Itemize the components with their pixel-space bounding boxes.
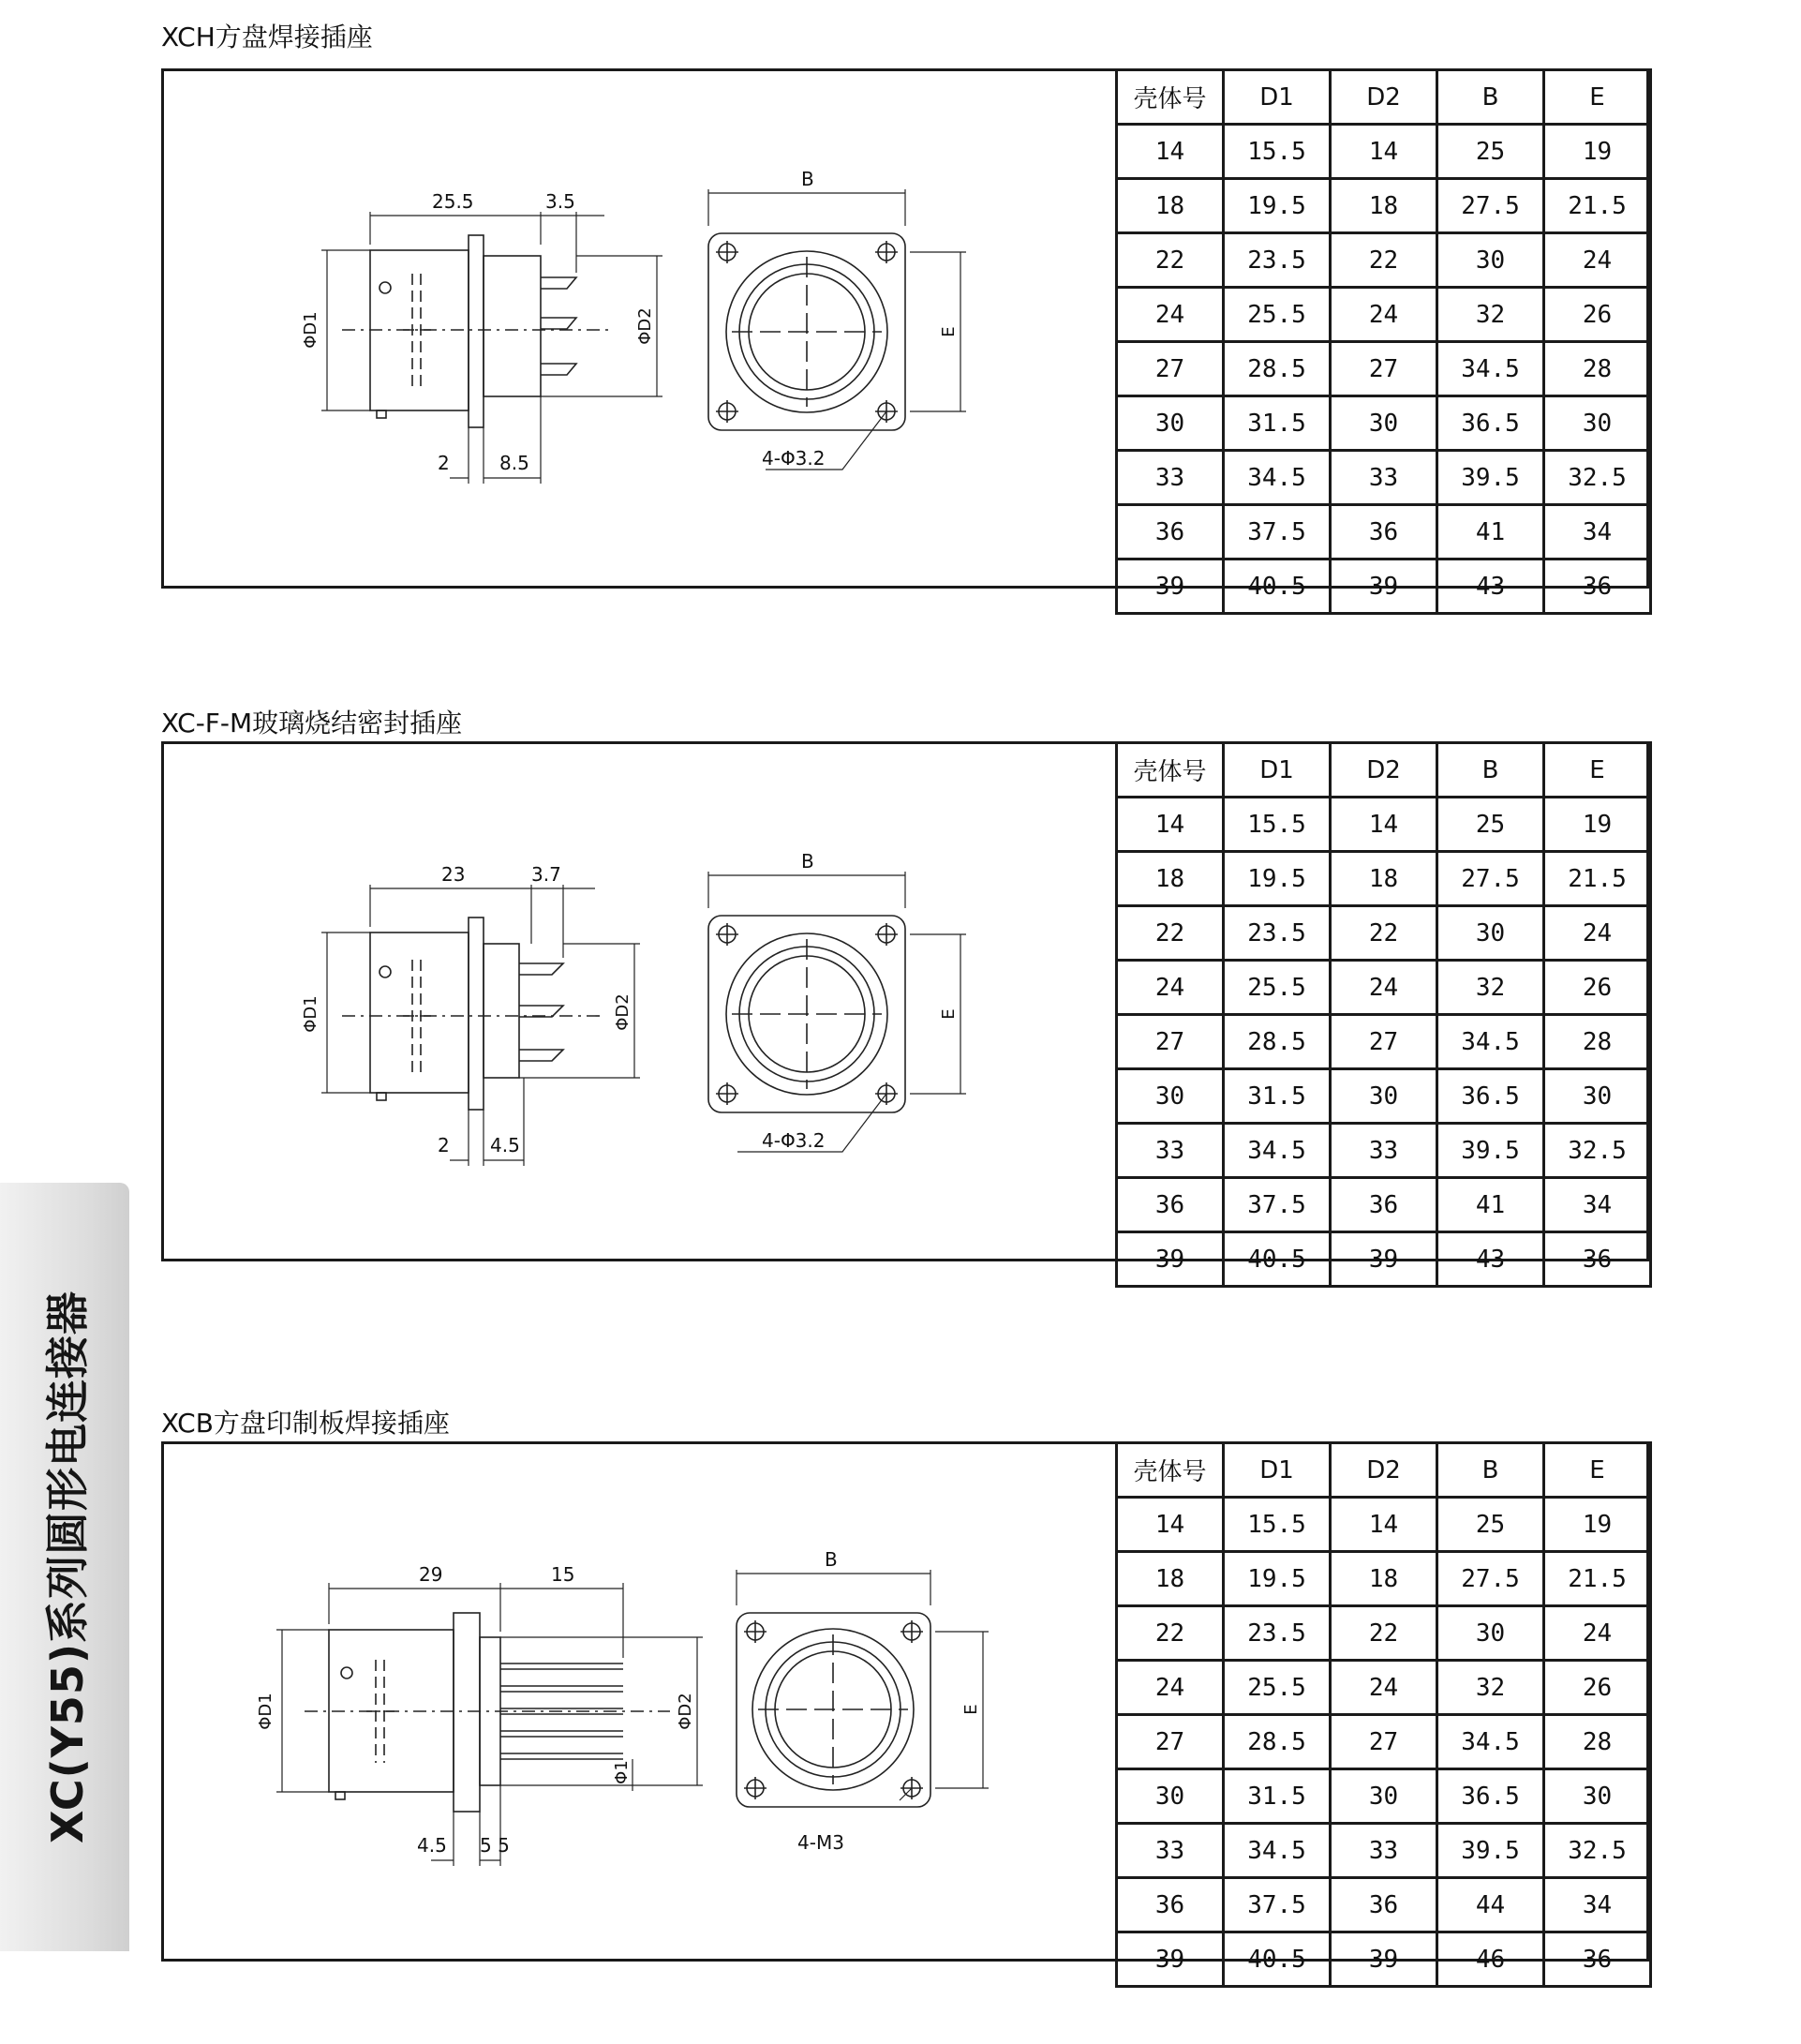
- table-cell: 33: [1331, 1824, 1437, 1878]
- table-cell: 32: [1437, 288, 1544, 342]
- table-cell: 34: [1544, 1178, 1651, 1232]
- table-cell: 24: [1544, 906, 1651, 961]
- table-cell: 24: [1331, 288, 1437, 342]
- table-cell: 30: [1544, 1769, 1651, 1824]
- table-cell: 36.5: [1437, 396, 1544, 451]
- table-cell: 41: [1437, 505, 1544, 559]
- table-cell: 24: [1331, 961, 1437, 1015]
- table-cell: 32.5: [1544, 451, 1651, 505]
- key-stub: [335, 1792, 345, 1799]
- dim-label: ΦD1: [301, 995, 320, 1033]
- dim-label: 5 5: [480, 1834, 510, 1857]
- pin-bottom: [519, 1050, 563, 1061]
- table-cell: 24: [1117, 1661, 1224, 1715]
- flange-outline: [469, 235, 484, 427]
- section-box: [161, 741, 1649, 1274]
- table-cell: 19: [1544, 1498, 1651, 1552]
- dim-label: 4-M3: [797, 1831, 844, 1854]
- table-cell: 19: [1544, 125, 1651, 179]
- pin-middle: [519, 1006, 563, 1017]
- dim-label: ΦD1: [301, 311, 320, 349]
- section-box: [161, 1441, 1649, 1974]
- table-cell: 39: [1331, 1932, 1437, 1987]
- dim-label: B: [801, 850, 814, 873]
- table-row: [1117, 1124, 1651, 1178]
- table-row: [1117, 961, 1651, 1015]
- table-cell: 34.5: [1437, 342, 1544, 396]
- table-cell: 32.5: [1544, 1824, 1651, 1878]
- dim-label: 2: [438, 1134, 450, 1156]
- table-cell: 18: [1331, 852, 1437, 906]
- table-header-cell: 壳体号: [1117, 743, 1224, 798]
- table-cell: 39: [1331, 1232, 1437, 1287]
- table-row: [1117, 288, 1651, 342]
- table-header-cell: 壳体号: [1117, 70, 1224, 125]
- dim-b: [708, 872, 905, 908]
- table-cell: 18: [1117, 1552, 1224, 1606]
- mark-circle: [380, 282, 391, 293]
- flange-outline: [469, 918, 484, 1110]
- table-row: [1117, 1661, 1651, 1715]
- front-centerlines: [732, 257, 882, 407]
- dim-label: 8.5: [499, 452, 529, 474]
- table-header-cell: E: [1544, 70, 1651, 125]
- table-header-cell: D2: [1331, 743, 1437, 798]
- table-cell: 18: [1117, 179, 1224, 233]
- table-cell: 30: [1437, 233, 1544, 288]
- table-header-row: [1117, 70, 1651, 125]
- table-row: [1117, 906, 1651, 961]
- spec-table: [1115, 741, 1652, 1288]
- table-row: [1117, 505, 1651, 559]
- table-cell: 36: [1544, 1232, 1651, 1287]
- table-cell: 34.5: [1224, 451, 1331, 505]
- table-cell: 25: [1437, 1498, 1544, 1552]
- dim-label: Φ1: [612, 1760, 632, 1784]
- table-cell: 28.5: [1224, 1715, 1331, 1769]
- dim-label: 4-Φ3.2: [762, 447, 826, 470]
- table-cell: 33: [1117, 451, 1224, 505]
- table-cell: 22: [1117, 906, 1224, 961]
- table-cell: 14: [1117, 1498, 1224, 1552]
- table-cell: 43: [1437, 1232, 1544, 1287]
- table-cell: 26: [1544, 288, 1651, 342]
- table-header-cell: B: [1437, 70, 1544, 125]
- connector-drawing: [164, 744, 1115, 1259]
- section-title: XCH方盘焊接插座: [161, 22, 373, 52]
- table-row: [1117, 1878, 1651, 1932]
- table-cell: 27: [1117, 1715, 1224, 1769]
- dim-label: 29: [419, 1563, 443, 1586]
- connector-drawing: [164, 71, 1115, 586]
- table-cell: 40.5: [1224, 559, 1331, 614]
- table-cell: 25: [1437, 798, 1544, 852]
- table-cell: 26: [1544, 961, 1651, 1015]
- table-cell: 39: [1117, 559, 1224, 614]
- table-cell: 39: [1117, 1932, 1224, 1987]
- table-header-cell: E: [1544, 1443, 1651, 1498]
- table-cell: 34: [1544, 505, 1651, 559]
- table-cell: 37.5: [1224, 1878, 1331, 1932]
- table-cell: 30: [1117, 396, 1224, 451]
- table-cell: 14: [1331, 798, 1437, 852]
- table-cell: 40.5: [1224, 1232, 1331, 1287]
- mark-circle: [380, 966, 391, 977]
- table-row: [1117, 1932, 1651, 1987]
- table-cell: 22: [1117, 233, 1224, 288]
- table-cell: 41: [1437, 1178, 1544, 1232]
- table-row: [1117, 1498, 1651, 1552]
- table-cell: 44: [1437, 1878, 1544, 1932]
- table-cell: 36: [1544, 559, 1651, 614]
- flange-outline: [454, 1613, 480, 1812]
- table-row: [1117, 798, 1651, 852]
- dim-b: [737, 1570, 930, 1605]
- table-cell: 14: [1331, 125, 1437, 179]
- dim-label: 4.5: [417, 1834, 447, 1857]
- table-row: [1117, 396, 1651, 451]
- rear-body-outline: [484, 944, 519, 1078]
- table-header-cell: D2: [1331, 1443, 1437, 1498]
- table-cell: 34.5: [1224, 1824, 1331, 1878]
- table-cell: 19.5: [1224, 852, 1331, 906]
- table-cell: 30: [1117, 1769, 1224, 1824]
- dim-label: 2: [438, 452, 450, 474]
- section-title: XC-F-M玻璃烧结密封插座: [161, 708, 463, 739]
- mark-circle: [341, 1667, 352, 1678]
- table-cell: 30: [1331, 1069, 1437, 1124]
- dim-label: 3.5: [545, 190, 575, 213]
- table-cell: 34.5: [1437, 1015, 1544, 1069]
- table-cell: 30: [1544, 396, 1651, 451]
- dim-b: [708, 189, 905, 226]
- table-cell: 22: [1331, 906, 1437, 961]
- table-cell: 30: [1117, 1069, 1224, 1124]
- table-cell: 36: [1331, 1178, 1437, 1232]
- table-cell: 34.5: [1224, 1124, 1331, 1178]
- table-cell: 39: [1117, 1232, 1224, 1287]
- table-row: [1117, 1824, 1651, 1878]
- table-cell: 30: [1437, 1606, 1544, 1661]
- table-row: [1117, 179, 1651, 233]
- dim-label: 4.5: [490, 1134, 520, 1156]
- table-cell: 26: [1544, 1661, 1651, 1715]
- pin-top: [519, 963, 563, 975]
- table-cell: 36: [1331, 1878, 1437, 1932]
- table-cell: 33: [1331, 451, 1437, 505]
- dim-label: 3.7: [531, 863, 561, 886]
- table-cell: 27: [1117, 342, 1224, 396]
- table-cell: 34.5: [1437, 1715, 1544, 1769]
- table-cell: 28.5: [1224, 342, 1331, 396]
- table-cell: 15.5: [1224, 1498, 1331, 1552]
- table-cell: 23.5: [1224, 1606, 1331, 1661]
- table-cell: 27.5: [1437, 1552, 1544, 1606]
- table-cell: 25: [1437, 125, 1544, 179]
- table-cell: 24: [1331, 1661, 1437, 1715]
- table-cell: 23.5: [1224, 906, 1331, 961]
- table-row: [1117, 1232, 1651, 1287]
- table-cell: 14: [1331, 1498, 1437, 1552]
- dim-label: ΦD1: [256, 1693, 275, 1730]
- table-cell: 40.5: [1224, 1932, 1331, 1987]
- dim-label: E: [939, 326, 959, 337]
- table-cell: 36: [1117, 1178, 1224, 1232]
- table-cell: 37.5: [1224, 505, 1331, 559]
- table-cell: 27: [1331, 1715, 1437, 1769]
- table-cell: 39: [1331, 559, 1437, 614]
- table-header-cell: D1: [1224, 70, 1331, 125]
- table-row: [1117, 1552, 1651, 1606]
- body-outline: [370, 932, 469, 1093]
- table-row: [1117, 1769, 1651, 1824]
- side-label: XC(Y55)系列圆形电连接器: [42, 1291, 93, 1843]
- dim-length: [329, 1583, 623, 1658]
- table-cell: 24: [1544, 1606, 1651, 1661]
- table-cell: 27.5: [1437, 852, 1544, 906]
- table-cell: 36.5: [1437, 1069, 1544, 1124]
- dim-length: [370, 885, 595, 958]
- key-stub: [377, 410, 386, 418]
- key-stub: [377, 1093, 386, 1100]
- table-cell: 34: [1544, 1878, 1651, 1932]
- rear-body-outline: [484, 256, 541, 396]
- table-cell: 27.5: [1437, 179, 1544, 233]
- dim-length: [370, 212, 604, 273]
- table-cell: 32: [1437, 961, 1544, 1015]
- table-header-row: [1117, 743, 1651, 798]
- table-cell: 15.5: [1224, 798, 1331, 852]
- table-cell: 33: [1117, 1124, 1224, 1178]
- table-cell: 28: [1544, 1715, 1651, 1769]
- table-cell: 30: [1437, 906, 1544, 961]
- table-cell: 39.5: [1437, 1124, 1544, 1178]
- dim-label: 23: [441, 863, 466, 886]
- table-header-cell: B: [1437, 743, 1544, 798]
- table-cell: 28: [1544, 342, 1651, 396]
- table-cell: 24: [1117, 288, 1224, 342]
- table-cell: 27: [1331, 342, 1437, 396]
- table-row: [1117, 1606, 1651, 1661]
- dim-d1: [276, 1630, 329, 1792]
- table-row: [1117, 451, 1651, 505]
- table-cell: 18: [1331, 1552, 1437, 1606]
- leader-holes: [900, 1788, 912, 1800]
- table-cell: 33: [1117, 1824, 1224, 1878]
- table-cell: 14: [1117, 125, 1224, 179]
- table-cell: 46: [1437, 1932, 1544, 1987]
- table-cell: 31.5: [1224, 1069, 1331, 1124]
- table-cell: 28: [1544, 1015, 1651, 1069]
- connector-drawing: [164, 1444, 1115, 1959]
- dim-label: ΦD2: [613, 993, 633, 1031]
- table-cell: 36.5: [1437, 1769, 1544, 1824]
- table-cell: 19: [1544, 798, 1651, 852]
- table-cell: 39.5: [1437, 1824, 1544, 1878]
- table-cell: 22: [1117, 1606, 1224, 1661]
- table-header-cell: D1: [1224, 743, 1331, 798]
- table-cell: 43: [1437, 559, 1544, 614]
- table-cell: 37.5: [1224, 1178, 1331, 1232]
- table-cell: 25.5: [1224, 1661, 1331, 1715]
- table-cell: 21.5: [1544, 1552, 1651, 1606]
- table-cell: 32.5: [1544, 1124, 1651, 1178]
- section-box: [161, 68, 1649, 601]
- table-cell: 27: [1117, 1015, 1224, 1069]
- table-cell: 24: [1544, 233, 1651, 288]
- table-cell: 22: [1331, 233, 1437, 288]
- dim-label: 15: [551, 1563, 575, 1586]
- section-title: XCB方盘印制板焊接插座: [161, 1408, 450, 1439]
- table-header-cell: 壳体号: [1117, 1443, 1224, 1498]
- pin-top: [541, 277, 576, 289]
- table-cell: 18: [1117, 852, 1224, 906]
- front-centerlines: [758, 1634, 908, 1784]
- table-cell: 28.5: [1224, 1015, 1331, 1069]
- table-cell: 19.5: [1224, 1552, 1331, 1606]
- table-row: [1117, 1069, 1651, 1124]
- table-cell: 31.5: [1224, 1769, 1331, 1824]
- table-cell: 25.5: [1224, 288, 1331, 342]
- dim-d1: [321, 932, 370, 1093]
- table-cell: 31.5: [1224, 396, 1331, 451]
- table-cell: 21.5: [1544, 179, 1651, 233]
- table-cell: 21.5: [1544, 852, 1651, 906]
- dim-label: ΦD2: [676, 1693, 695, 1730]
- table-cell: 36: [1117, 505, 1224, 559]
- table-row: [1117, 342, 1651, 396]
- table-cell: 22: [1331, 1606, 1437, 1661]
- dim-label: 25.5: [432, 190, 474, 213]
- table-cell: 30: [1331, 396, 1437, 451]
- table-header-row: [1117, 1443, 1651, 1498]
- front-centerlines: [732, 939, 882, 1089]
- table-row: [1117, 559, 1651, 614]
- table-row: [1117, 1015, 1651, 1069]
- table-cell: 30: [1331, 1769, 1437, 1824]
- dim-label: B: [825, 1548, 838, 1571]
- table-row: [1117, 1715, 1651, 1769]
- table-cell: 18: [1331, 179, 1437, 233]
- spec-table: [1115, 68, 1652, 615]
- pin-bottom: [541, 364, 576, 375]
- table-cell: 33: [1331, 1124, 1437, 1178]
- table-row: [1117, 125, 1651, 179]
- table-cell: 25.5: [1224, 961, 1331, 1015]
- dim-label: 4-Φ3.2: [762, 1129, 826, 1152]
- table-cell: 19.5: [1224, 179, 1331, 233]
- table-cell: 36: [1544, 1932, 1651, 1987]
- spec-table: [1115, 1441, 1652, 1988]
- table-header-cell: E: [1544, 743, 1651, 798]
- table-row: [1117, 852, 1651, 906]
- table-row: [1117, 1178, 1651, 1232]
- table-cell: 36: [1117, 1878, 1224, 1932]
- table-cell: 32: [1437, 1661, 1544, 1715]
- table-cell: 15.5: [1224, 125, 1331, 179]
- table-header-cell: B: [1437, 1443, 1544, 1498]
- table-cell: 23.5: [1224, 233, 1331, 288]
- table-header-cell: D1: [1224, 1443, 1331, 1498]
- table-row: [1117, 233, 1651, 288]
- dim-label: ΦD2: [635, 307, 655, 345]
- table-cell: 36: [1331, 505, 1437, 559]
- table-header-cell: D2: [1331, 70, 1437, 125]
- dim-label: E: [939, 1008, 959, 1020]
- table-cell: 30: [1544, 1069, 1651, 1124]
- dim-label: B: [801, 168, 814, 190]
- table-cell: 24: [1117, 961, 1224, 1015]
- table-cell: 39.5: [1437, 451, 1544, 505]
- table-cell: 27: [1331, 1015, 1437, 1069]
- table-cell: 14: [1117, 798, 1224, 852]
- pin-middle: [541, 318, 576, 329]
- dim-label: E: [961, 1704, 981, 1715]
